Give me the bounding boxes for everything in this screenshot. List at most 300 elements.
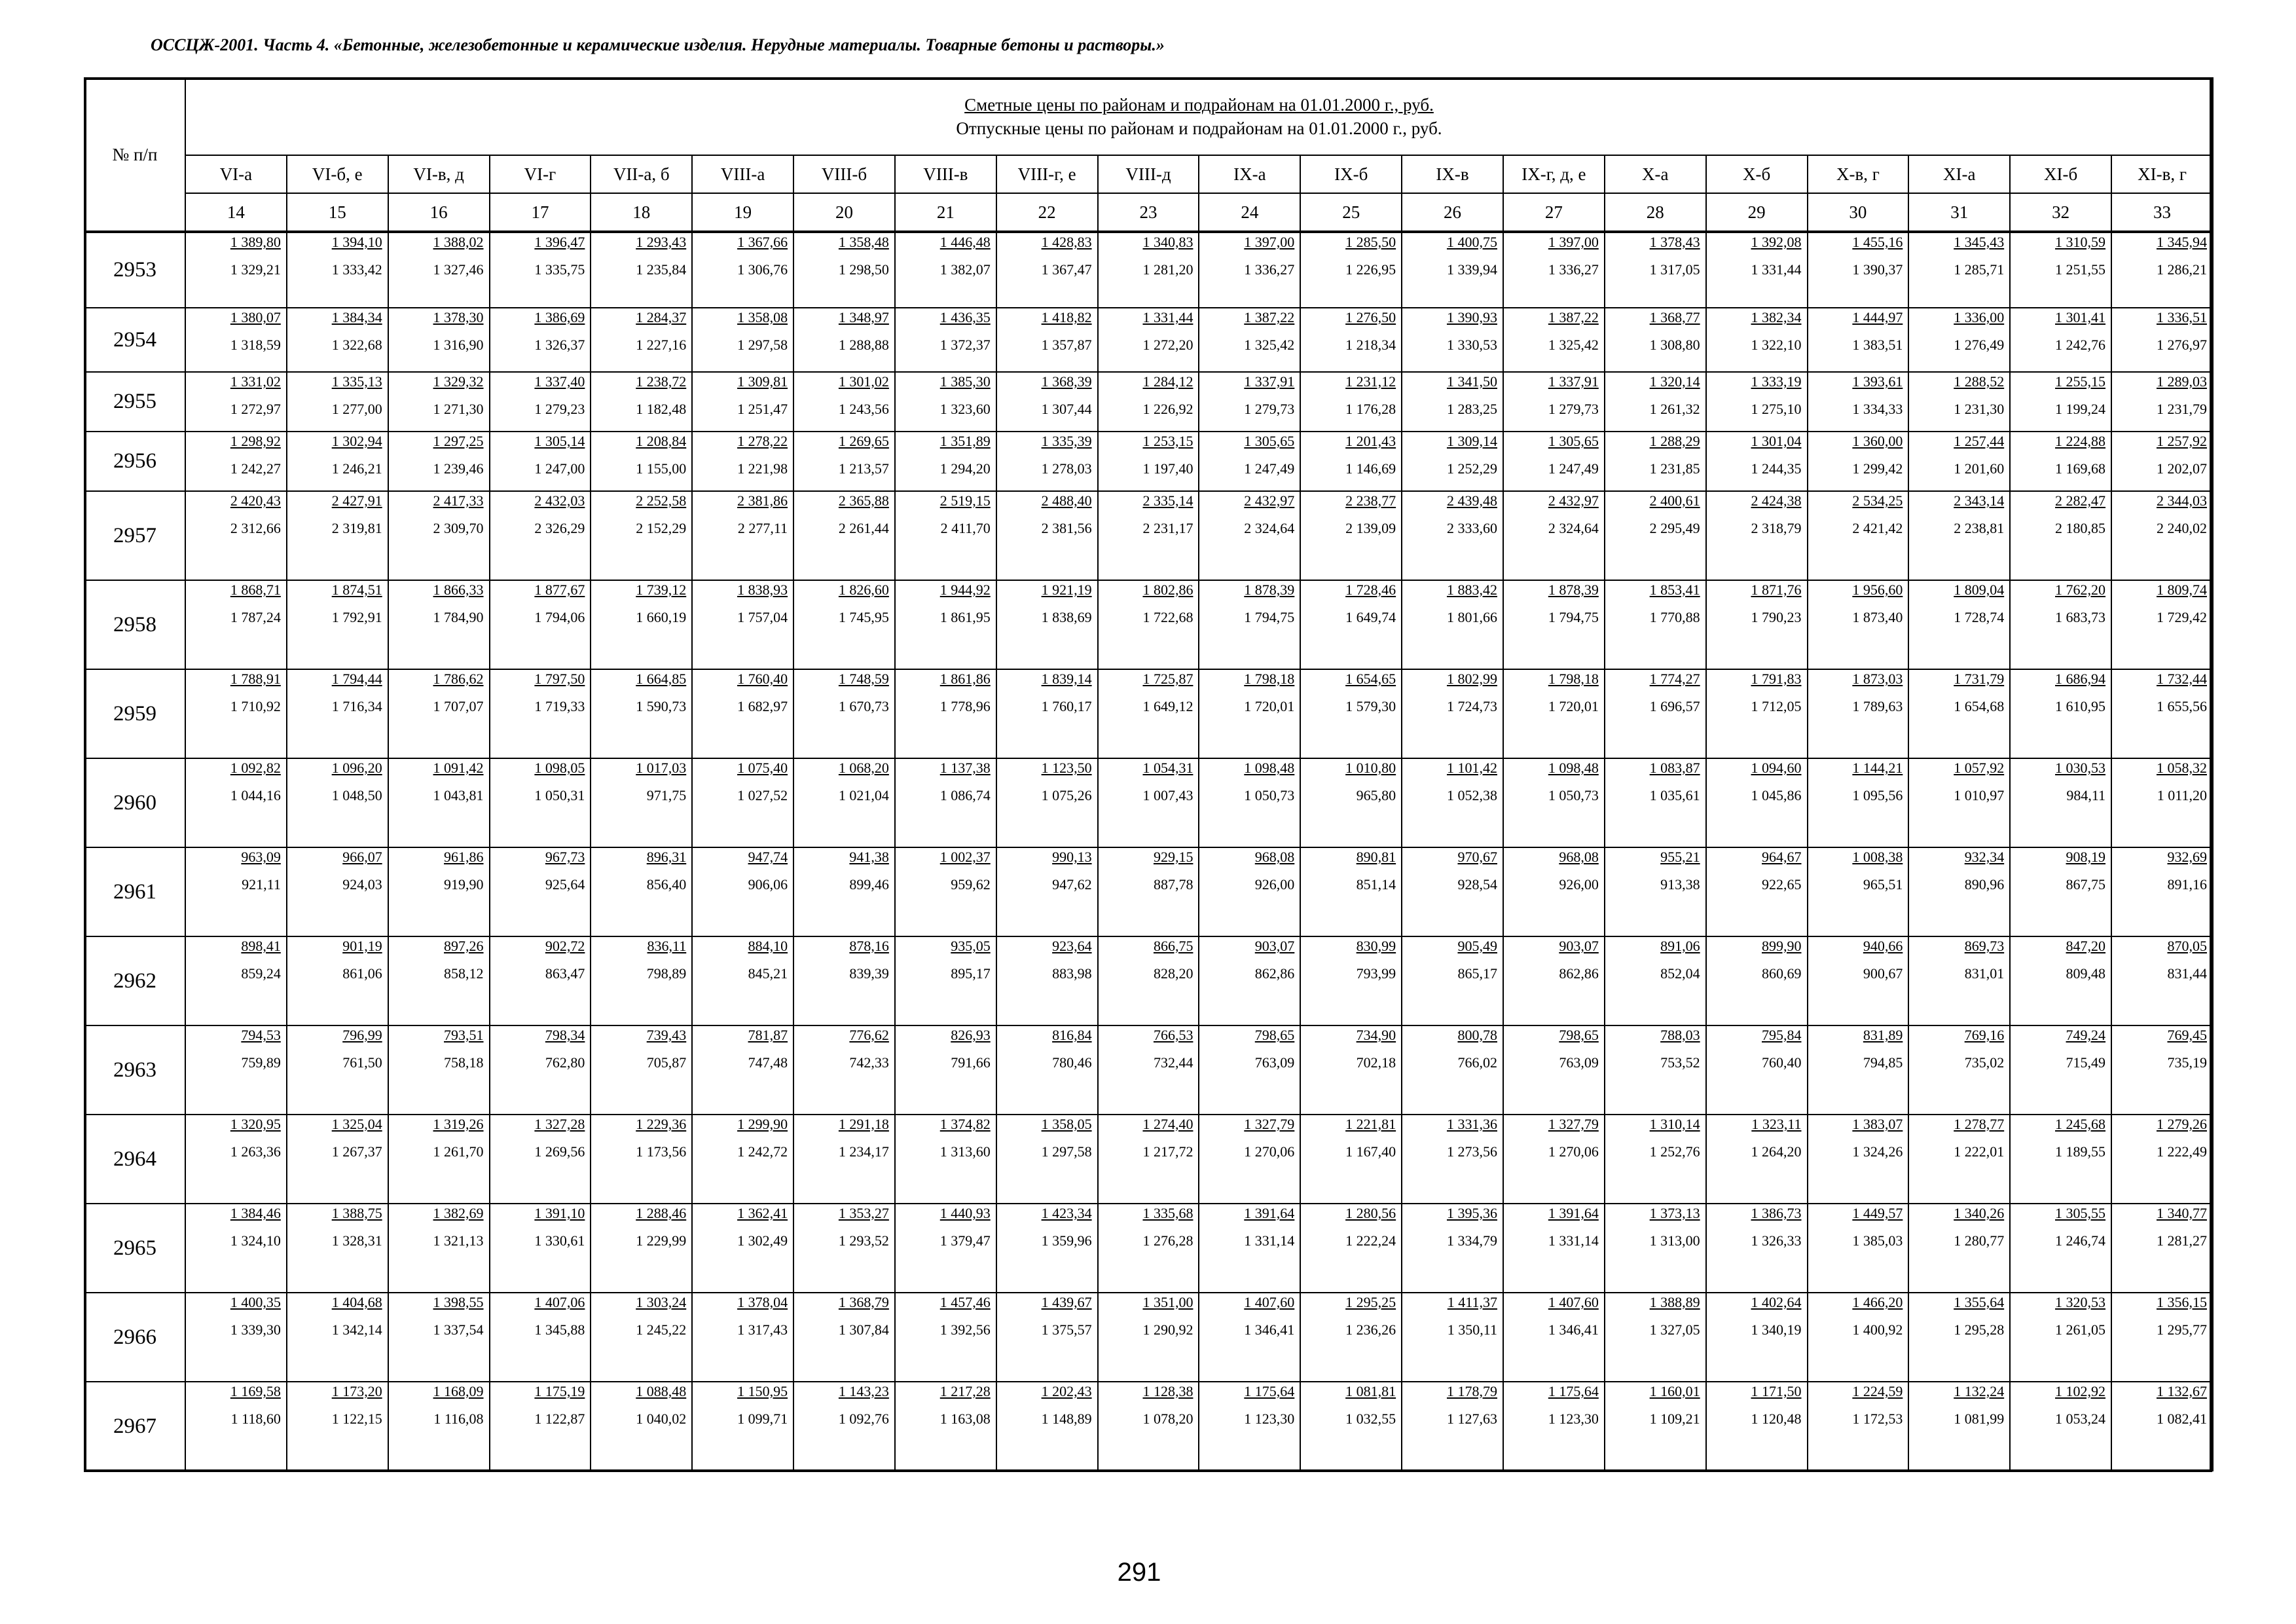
estimate-price: 905,49 — [1457, 938, 1497, 954]
estimate-price: 2 432,97 — [1548, 492, 1599, 509]
price-cell — [1706, 491, 1808, 580]
release-price: 1 222,24 — [1345, 1232, 1396, 1249]
release-price: 1 053,24 — [2055, 1411, 2106, 1427]
release-price: 1 229,99 — [636, 1232, 687, 1249]
price-cell — [490, 758, 591, 847]
price-cell — [1300, 232, 1402, 308]
price-cell — [1402, 1204, 1503, 1293]
estimate-price: 1 798,18 — [1244, 671, 1295, 687]
price-cell — [1402, 1115, 1503, 1204]
estimate-price: 1 391,64 — [1548, 1205, 1599, 1221]
release-price: 922,65 — [1762, 876, 1802, 893]
price-cell — [793, 936, 895, 1025]
release-price: 1 199,24 — [2055, 401, 2106, 417]
release-price: 1 189,55 — [2055, 1143, 2106, 1160]
estimate-price: 1 378,30 — [433, 309, 484, 325]
estimate-price: 1 397,00 — [1548, 234, 1599, 250]
release-price: 2 309,70 — [433, 520, 484, 536]
estimate-price: 1 137,38 — [939, 760, 991, 776]
column-number: 29 — [1706, 193, 1808, 232]
price-cell — [1199, 1115, 1300, 1204]
release-price: 1 279,73 — [1548, 401, 1599, 417]
price-cell — [1503, 232, 1605, 308]
release-price: 1 302,49 — [737, 1232, 788, 1249]
estimate-price: 2 335,14 — [1142, 492, 1194, 509]
release-price: 1 324,26 — [1852, 1143, 1903, 1160]
price-cell — [1605, 758, 1706, 847]
estimate-price: 1 423,34 — [1041, 1205, 1092, 1221]
estimate-price: 1 337,91 — [1244, 373, 1295, 390]
estimate-price: 2 238,77 — [1345, 492, 1396, 509]
price-cell — [185, 1204, 287, 1293]
release-price: 1 280,77 — [1954, 1232, 2005, 1249]
release-price: 1 021,04 — [838, 787, 889, 803]
estimate-price: 788,03 — [1660, 1027, 1700, 1043]
price-cell — [490, 432, 591, 491]
release-price: 1 295,28 — [1954, 1321, 2005, 1338]
estimate-price: 766,53 — [1153, 1027, 1194, 1043]
estimate-price: 781,87 — [748, 1027, 788, 1043]
release-price: 890,96 — [1964, 876, 2005, 893]
price-cell — [1503, 1115, 1605, 1204]
release-price: 1 242,27 — [230, 460, 281, 477]
release-price: 1 307,84 — [838, 1321, 889, 1338]
estimate-price: 1 075,40 — [737, 760, 788, 776]
estimate-price: 1 284,12 — [1142, 373, 1194, 390]
estimate-price: 1 373,13 — [1649, 1205, 1700, 1221]
price-cell — [1808, 1382, 1909, 1471]
estimate-price: 1 091,42 — [433, 760, 484, 776]
price-cell — [793, 758, 895, 847]
price-cell — [1402, 1382, 1503, 1471]
release-price: 1 784,90 — [433, 609, 484, 625]
price-cell — [895, 1115, 996, 1204]
release-price: 1 778,96 — [939, 698, 991, 714]
estimate-price: 1 098,05 — [534, 760, 585, 776]
price-cell — [1402, 232, 1503, 308]
release-price: 861,06 — [342, 965, 382, 982]
price-cell — [388, 232, 490, 308]
release-price: 1 052,38 — [1446, 787, 1497, 803]
release-price: 2 324,64 — [1548, 520, 1599, 536]
price-cell — [287, 1204, 388, 1293]
estimate-price: 1 269,65 — [838, 433, 889, 449]
estimate-price: 1 253,15 — [1142, 433, 1194, 449]
release-price: 1 010,97 — [1954, 787, 2005, 803]
release-price: 1 707,07 — [433, 698, 484, 714]
estimate-price: 1 345,94 — [2156, 234, 2207, 250]
price-cell — [2010, 580, 2111, 669]
estimate-price: 1 337,40 — [534, 373, 585, 390]
price-cell — [2111, 1115, 2213, 1204]
estimate-price: 968,08 — [1559, 849, 1599, 865]
estimate-price: 1 838,93 — [737, 581, 788, 598]
release-price: 1 670,73 — [838, 698, 889, 714]
release-price: 1 276,49 — [1954, 337, 2005, 353]
release-price: 1 728,74 — [1954, 609, 2005, 625]
release-price: 747,48 — [748, 1054, 788, 1071]
estimate-price: 1 303,24 — [636, 1294, 687, 1310]
release-price: 1 290,92 — [1142, 1321, 1194, 1338]
price-cell — [1098, 580, 1199, 669]
price-cell — [793, 308, 895, 372]
release-price: 828,20 — [1153, 965, 1194, 982]
estimate-price: 734,90 — [1356, 1027, 1396, 1043]
release-price: 1 321,13 — [433, 1232, 484, 1249]
price-cell — [490, 580, 591, 669]
release-price: 856,40 — [646, 876, 687, 893]
estimate-price: 1 839,14 — [1041, 671, 1092, 687]
release-price: 1 327,46 — [433, 261, 484, 278]
price-cell — [287, 372, 388, 432]
price-cell — [1402, 491, 1503, 580]
estimate-price: 961,86 — [444, 849, 484, 865]
price-cell — [895, 1293, 996, 1382]
estimate-price: 1 327,28 — [534, 1116, 585, 1132]
estimate-price: 1 394,10 — [331, 234, 382, 250]
release-price: 1 838,69 — [1041, 609, 1092, 625]
release-price: 1 122,15 — [331, 1411, 382, 1427]
price-cell — [185, 1382, 287, 1471]
estimate-price: 1 171,50 — [1751, 1383, 1802, 1399]
estimate-price: 1 382,34 — [1751, 309, 1802, 325]
release-price: 1 275,10 — [1751, 401, 1802, 417]
estimate-price: 798,65 — [1559, 1027, 1599, 1043]
estimate-price: 2 252,58 — [636, 492, 687, 509]
price-cell — [1908, 1293, 2010, 1382]
column-number: 30 — [1808, 193, 1909, 232]
price-cell — [1199, 1382, 1300, 1471]
price-cell — [1503, 308, 1605, 372]
estimate-price: 1 274,40 — [1142, 1116, 1194, 1132]
estimate-price: 1 302,94 — [331, 433, 382, 449]
estimate-price: 1 739,12 — [636, 581, 687, 598]
estimate-price: 1 008,38 — [1852, 849, 1903, 865]
release-price: 1 146,69 — [1345, 460, 1396, 477]
column-number: 18 — [591, 193, 692, 232]
estimate-price: 1 276,50 — [1345, 309, 1396, 325]
price-cell — [2010, 491, 2111, 580]
release-price: 906,06 — [748, 876, 788, 893]
estimate-price: 1 392,08 — [1751, 234, 1802, 250]
estimate-price: 1 333,19 — [1751, 373, 1802, 390]
column-header: VII-а, б — [591, 155, 692, 193]
column-number: 21 — [895, 193, 996, 232]
price-cell — [1503, 1025, 1605, 1115]
release-price: 1 336,27 — [1548, 261, 1599, 278]
price-cell — [490, 491, 591, 580]
price-cell — [1503, 936, 1605, 1025]
estimate-price: 869,73 — [1964, 938, 2005, 954]
price-cell — [591, 432, 692, 491]
release-price: 1 123,30 — [1244, 1411, 1295, 1427]
release-price: 1 172,53 — [1852, 1411, 1903, 1427]
release-price: 1 392,56 — [939, 1321, 991, 1338]
estimate-price: 1 883,42 — [1446, 581, 1497, 598]
price-cell — [2111, 491, 2213, 580]
column-number: 32 — [2010, 193, 2111, 232]
estimate-price: 1 280,56 — [1345, 1205, 1396, 1221]
column-header: IX-а — [1199, 155, 1300, 193]
release-price: 1 202,07 — [2156, 460, 2207, 477]
release-price: 1 340,19 — [1751, 1321, 1802, 1338]
price-cell — [591, 1204, 692, 1293]
price-cell — [287, 669, 388, 758]
release-price: 1 251,47 — [737, 401, 788, 417]
release-price: 1 719,33 — [534, 698, 585, 714]
release-price: 798,89 — [646, 965, 687, 982]
estimate-price: 1 385,30 — [939, 373, 991, 390]
estimate-price: 749,24 — [2066, 1027, 2106, 1043]
price-cell — [2010, 432, 2111, 491]
price-cell — [185, 1115, 287, 1204]
column-number: 33 — [2111, 193, 2213, 232]
row-number: 2966 — [84, 1293, 185, 1382]
estimate-price: 1 331,02 — [230, 373, 281, 390]
estimate-price: 1 861,86 — [939, 671, 991, 687]
price-cell — [1605, 669, 1706, 758]
price-cell — [996, 491, 1098, 580]
release-price: 1 579,30 — [1345, 698, 1396, 714]
release-price: 1 724,73 — [1446, 698, 1497, 714]
price-cell — [1605, 1382, 1706, 1471]
release-price: 831,44 — [2167, 965, 2207, 982]
release-price: 1 712,05 — [1751, 698, 1802, 714]
release-price: 1 307,44 — [1041, 401, 1092, 417]
release-price: 1 007,43 — [1142, 787, 1194, 803]
price-cell — [895, 847, 996, 936]
release-price: 1 127,63 — [1446, 1411, 1497, 1427]
release-price: 1 272,97 — [230, 401, 281, 417]
estimate-price: 1 446,48 — [939, 234, 991, 250]
estimate-price: 1 826,60 — [838, 581, 889, 598]
release-price: 1 270,06 — [1548, 1143, 1599, 1160]
release-price: 702,18 — [1356, 1054, 1396, 1071]
estimate-price: 1 664,85 — [636, 671, 687, 687]
estimate-price: 1 178,79 — [1446, 1383, 1497, 1399]
estimate-price: 1 358,08 — [737, 309, 788, 325]
release-price: 1 326,37 — [534, 337, 585, 353]
release-price: 1 244,35 — [1751, 460, 1802, 477]
estimate-price: 1 305,65 — [1244, 433, 1295, 449]
release-price: 2 277,11 — [737, 520, 788, 536]
release-price: 1 272,20 — [1142, 337, 1194, 353]
price-cell — [1199, 1293, 1300, 1382]
release-price: 839,39 — [849, 965, 889, 982]
price-cell — [1908, 1382, 2010, 1471]
price-cell — [591, 1293, 692, 1382]
column-number: 14 — [185, 193, 287, 232]
price-cell — [793, 1382, 895, 1471]
price-cell — [793, 491, 895, 580]
price-cell — [388, 1293, 490, 1382]
column-number: 17 — [490, 193, 591, 232]
table-row — [84, 432, 2213, 491]
column-header: XI-в, г — [2111, 155, 2213, 193]
release-price: 1 682,97 — [737, 698, 788, 714]
estimate-price: 1 809,04 — [1954, 581, 2005, 598]
estimate-price: 1 358,05 — [1041, 1116, 1092, 1132]
release-price: 1 040,02 — [636, 1411, 687, 1427]
estimate-price: 1 407,06 — [534, 1294, 585, 1310]
price-cell — [1402, 580, 1503, 669]
estimate-price: 1 221,81 — [1345, 1116, 1396, 1132]
estimate-price: 1 878,39 — [1244, 581, 1295, 598]
release-price: 1 075,26 — [1041, 787, 1092, 803]
price-cell — [287, 491, 388, 580]
price-cell — [793, 372, 895, 432]
price-cell — [1300, 1382, 1402, 1471]
release-price: 1 801,66 — [1446, 609, 1497, 625]
price-cell — [185, 432, 287, 491]
price-cell — [1808, 758, 1909, 847]
price-cell — [1706, 758, 1808, 847]
price-cell — [1199, 372, 1300, 432]
estimate-price: 2 420,43 — [230, 492, 281, 509]
estimate-price: 2 424,38 — [1751, 492, 1802, 509]
price-cell — [793, 232, 895, 308]
estimate-price: 1 340,77 — [2156, 1205, 2207, 1221]
release-price: 1 226,92 — [1142, 401, 1194, 417]
release-price: 851,14 — [1356, 876, 1396, 893]
table-row — [84, 847, 2213, 936]
estimate-price: 1 305,14 — [534, 433, 585, 449]
release-price: 1 330,53 — [1446, 337, 1497, 353]
price-cell — [287, 232, 388, 308]
estimate-price: 1 873,03 — [1852, 671, 1903, 687]
price-cell — [2010, 372, 2111, 432]
release-price: 1 323,60 — [939, 401, 991, 417]
price-cell — [2010, 232, 2111, 308]
price-cell — [1300, 1204, 1402, 1293]
estimate-price: 2 365,88 — [838, 492, 889, 509]
estimate-price: 1 310,59 — [2055, 234, 2106, 250]
price-cell — [1808, 372, 1909, 432]
column-header: VI-в, д — [388, 155, 490, 193]
column-number: 24 — [1199, 193, 1300, 232]
price-cell — [2111, 432, 2213, 491]
row-number: 2953 — [84, 232, 185, 308]
price-cell — [388, 936, 490, 1025]
price-cell — [287, 936, 388, 1025]
price-cell — [185, 847, 287, 936]
price-cell — [2111, 847, 2213, 936]
release-price: 1 086,74 — [939, 787, 991, 803]
release-price: 1 045,86 — [1751, 787, 1802, 803]
price-cell — [1605, 308, 1706, 372]
estimate-price: 990,13 — [1052, 849, 1092, 865]
price-cell — [1908, 372, 2010, 432]
price-cell — [692, 232, 793, 308]
price-cell — [591, 847, 692, 936]
release-price: 1 252,76 — [1649, 1143, 1700, 1160]
release-price: 1 148,89 — [1041, 1411, 1092, 1427]
price-cell — [591, 1382, 692, 1471]
estimate-price: 1 396,47 — [534, 234, 585, 250]
release-price: 984,11 — [2066, 787, 2106, 803]
estimate-price: 794,53 — [241, 1027, 281, 1043]
estimate-price: 903,07 — [1254, 938, 1295, 954]
release-price: 1 295,77 — [2156, 1321, 2207, 1338]
release-price: 1 261,05 — [2055, 1321, 2106, 1338]
release-price: 1 346,41 — [1548, 1321, 1599, 1338]
release-price: 1 794,75 — [1548, 609, 1599, 625]
estimate-price: 1 788,91 — [230, 671, 281, 687]
estimate-price: 1 132,24 — [1954, 1383, 2005, 1399]
estimate-price: 1 309,14 — [1446, 433, 1497, 449]
release-price: 794,85 — [1863, 1054, 1903, 1071]
price-cell — [692, 491, 793, 580]
estimate-price: 1 337,91 — [1548, 373, 1599, 390]
release-price: 742,33 — [849, 1054, 889, 1071]
release-price: 1 236,26 — [1345, 1321, 1396, 1338]
column-header: IX-г, д, е — [1503, 155, 1605, 193]
price-cell — [1908, 491, 2010, 580]
estimate-price: 1 150,95 — [737, 1383, 788, 1399]
price-cell — [1300, 308, 1402, 372]
price-cell — [1300, 936, 1402, 1025]
row-number: 2961 — [84, 847, 185, 936]
release-price: 928,54 — [1457, 876, 1497, 893]
column-number: 15 — [287, 193, 388, 232]
release-price: 1 234,17 — [838, 1143, 889, 1160]
price-cell — [1199, 669, 1300, 758]
estimate-price: 1 400,75 — [1446, 234, 1497, 250]
release-price: 1 745,95 — [838, 609, 889, 625]
estimate-price: 1 327,79 — [1548, 1116, 1599, 1132]
estimate-price: 866,75 — [1153, 938, 1194, 954]
estimate-price: 1 341,50 — [1446, 373, 1497, 390]
release-price: 1 245,22 — [636, 1321, 687, 1338]
price-cell — [793, 847, 895, 936]
price-cell — [1300, 1025, 1402, 1115]
price-cell — [1706, 1204, 1808, 1293]
release-price: 1 336,27 — [1244, 261, 1295, 278]
estimate-price: 1 201,43 — [1345, 433, 1396, 449]
price-cell — [692, 580, 793, 669]
column-number: 22 — [996, 193, 1098, 232]
release-price: 852,04 — [1660, 965, 1700, 982]
estimate-price: 1 444,97 — [1852, 309, 1903, 325]
price-cell — [1098, 432, 1199, 491]
release-price: 831,01 — [1964, 965, 2005, 982]
release-price: 1 335,75 — [534, 261, 585, 278]
release-price: 2 152,29 — [636, 520, 687, 536]
estimate-price: 1 305,65 — [1548, 433, 1599, 449]
release-price: 1 322,10 — [1751, 337, 1802, 353]
release-price: 1 243,56 — [838, 401, 889, 417]
estimate-price: 1 368,39 — [1041, 373, 1092, 390]
estimate-price: 1 402,64 — [1751, 1294, 1802, 1310]
price-cell — [1908, 432, 2010, 491]
estimate-price: 1 455,16 — [1852, 234, 1903, 250]
price-cell — [287, 432, 388, 491]
estimate-price: 1 068,20 — [838, 760, 889, 776]
estimate-price: 1 096,20 — [331, 760, 382, 776]
price-cell — [996, 1293, 1098, 1382]
price-cell — [1503, 491, 1605, 580]
estimate-price: 800,78 — [1457, 1027, 1497, 1043]
estimate-price: 932,34 — [1964, 849, 2005, 865]
estimate-price: 1 257,92 — [2156, 433, 2207, 449]
release-price: 2 326,29 — [534, 520, 585, 536]
price-cell — [692, 669, 793, 758]
release-price: 2 318,79 — [1751, 520, 1802, 536]
estimate-price: 1 387,22 — [1244, 309, 1295, 325]
estimate-price: 830,99 — [1356, 938, 1396, 954]
price-cell — [1706, 669, 1808, 758]
release-price: 762,80 — [545, 1054, 585, 1071]
